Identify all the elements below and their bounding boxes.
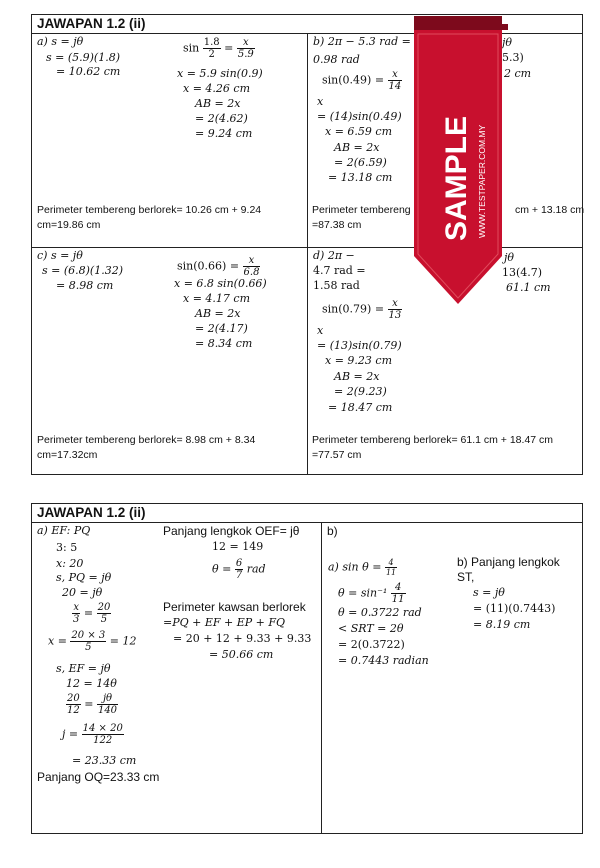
d-r3: AB = 2x bbox=[334, 370, 380, 383]
ba-oq: Panjang OQ=23.33 cm bbox=[37, 770, 160, 784]
c-r3: AB = 2x bbox=[195, 307, 241, 320]
bm-frac: θ = $\frac{6}{7}$ rad bbox=[212, 558, 266, 581]
bb-st4: = (11)(0.7443) bbox=[473, 602, 556, 615]
b-r2: x = 6.59 cm bbox=[325, 125, 392, 138]
a-line1: a) s = jθ bbox=[37, 35, 84, 48]
d-r5: = 18.47 cm bbox=[328, 401, 393, 414]
c-r4: = 2(4.17) bbox=[195, 322, 248, 335]
bm-l5: = 20 + 12 + 9.33 + 9.33 bbox=[173, 632, 312, 645]
ba-frac4: j = $\frac{14 \times 20}{122}$ bbox=[62, 723, 123, 746]
bb-inv: θ = sin⁻¹ $\frac{4}{11}$ bbox=[338, 582, 405, 605]
bm-l2: 12 = 149 bbox=[212, 540, 264, 553]
bb-st3: s = jθ bbox=[473, 586, 505, 599]
a-r3: AB = 2x bbox=[195, 97, 241, 110]
sample-ribbon-watermark bbox=[408, 16, 508, 306]
ba-l3: x: 20 bbox=[56, 557, 84, 570]
d-line1: d) 2π − bbox=[313, 249, 355, 262]
a-sin-equation: sin $\frac{1.8}{2}$ = $\frac{x}{5.9}$ bbox=[183, 37, 254, 60]
bm-l4: =PQ + EF + EP + FQ bbox=[163, 616, 286, 629]
b-r5: = 13.18 cm bbox=[328, 171, 393, 184]
c-r5: = 8.34 cm bbox=[195, 337, 253, 350]
ba-l4: s, PQ = jθ bbox=[56, 571, 112, 584]
table-title: JAWAPAN 1.2 (ii) bbox=[32, 15, 582, 34]
fraction: $\frac{x}{14}$ bbox=[388, 69, 402, 92]
bm-l6: = 50.66 cm bbox=[209, 648, 274, 661]
fraction: $\frac{x}{6.8}$ bbox=[243, 255, 260, 278]
bb-l4: = 0.7443 radian bbox=[338, 654, 429, 667]
bb-st2: ST, bbox=[457, 570, 475, 584]
d-perimeter: Perimeter tembereng berlorek= 61.1 cm + 18.47 cm =77.57 cm bbox=[312, 434, 554, 461]
d-x: x bbox=[317, 324, 324, 337]
b-sin-equation: sin(0.49) = $\frac{x}{14}$ bbox=[322, 69, 402, 92]
bb-head: b) bbox=[327, 524, 338, 538]
d-sin-equation: sin(0.79) = $\frac{x}{13}$ bbox=[322, 298, 402, 321]
b-right2: 5.3) bbox=[502, 51, 524, 64]
c-sin-equation: sin(0.66) = $\frac{x}{6.8}$ bbox=[177, 255, 260, 278]
d-r4: = 2(9.23) bbox=[334, 385, 387, 398]
bb-st1: b) Panjang lengkok bbox=[457, 555, 560, 569]
d-right2: 13(4.7) bbox=[502, 266, 543, 279]
ba-l1: a) EF: PQ bbox=[37, 524, 91, 537]
a-line2: s = (5.9)(1.8) bbox=[46, 51, 121, 64]
table-title: JAWAPAN 1.2 (ii) bbox=[32, 504, 582, 523]
a-r1: x = 5.9 sin(0.9) bbox=[177, 67, 263, 80]
b-r3: AB = 2x bbox=[334, 141, 380, 154]
fraction: $\frac{x}{5.9}$ bbox=[237, 37, 254, 60]
c-r2: x = 4.17 cm bbox=[183, 292, 250, 305]
a-line3: = 10.62 cm bbox=[56, 65, 121, 78]
bm-l3: Perimeter kawsan berlorek bbox=[163, 600, 306, 614]
ba-frac3: $\frac{20}{12}$ = $\frac{j\theta}{140}$ bbox=[67, 693, 118, 716]
d-right1: jθ bbox=[504, 251, 515, 264]
ba-l6: s, EF = jθ bbox=[56, 662, 111, 675]
b-perimeter1: Perimeter tembereng bbox=[312, 204, 411, 216]
ba-frac1: $\frac{x}{3}$ = $\frac{20}{5}$ bbox=[73, 602, 111, 625]
c-line1: c) s = jθ bbox=[37, 249, 83, 262]
a-r2: x = 4.26 cm bbox=[183, 82, 250, 95]
d-r1: = (13)sin(0.79) bbox=[317, 339, 402, 352]
b-line2: 0.98 rad bbox=[313, 53, 360, 66]
c-perimeter: Perimeter tembereng berlorek= 8.98 cm + 8.34 cm=17.32cm bbox=[37, 434, 256, 461]
d-right3: 61.1 cm bbox=[506, 281, 551, 294]
answer-table-bottom bbox=[31, 503, 583, 834]
bm-l1: Panjang lengkok OEF= jθ bbox=[163, 524, 300, 538]
bb-sin: a) sin θ = $\frac{4}{11}$ bbox=[328, 558, 397, 577]
a-perimeter: Perimeter tembereng berlorek= 10.26 cm + 9.24 cm=19.86 cm bbox=[37, 204, 262, 231]
ribbon-fold bbox=[414, 16, 508, 30]
c-line2: s = (6.8)(1.32) bbox=[42, 264, 124, 277]
d-line3: 1.58 rad bbox=[313, 279, 360, 292]
b-right3: 2 cm bbox=[504, 67, 532, 80]
b-x: x bbox=[317, 95, 324, 108]
ba-l8: = 23.33 cm bbox=[72, 754, 137, 767]
fraction: $\frac{1.8}{2}$ bbox=[203, 37, 220, 60]
bb-l1: θ = 0.3722 rad bbox=[338, 606, 422, 619]
sin-label: sin bbox=[183, 41, 200, 55]
column-divider bbox=[321, 522, 322, 833]
a-r4: = 2(4.62) bbox=[195, 112, 248, 125]
ba-l5: 20 = jθ bbox=[62, 586, 103, 599]
bb-st5: = 8.19 cm bbox=[473, 618, 531, 631]
c-line3: = 8.98 cm bbox=[56, 279, 114, 292]
b-right1: jθ bbox=[502, 36, 513, 49]
c-r1: x = 6.8 sin(0.66) bbox=[174, 277, 267, 290]
bb-l2: < SRT = 2θ bbox=[338, 622, 404, 635]
fraction: $\frac{x}{13}$ bbox=[388, 298, 402, 321]
bb-l3: = 2(0.3722) bbox=[338, 638, 405, 651]
d-r2: x = 9.23 cm bbox=[325, 354, 392, 367]
b-perimeter2: cm + 13.18 cm bbox=[515, 204, 585, 216]
a-r5: = 9.24 cm bbox=[195, 127, 253, 140]
ribbon-url-text: WWW.TESTPAPER.COM.MY bbox=[477, 124, 487, 238]
b-r1: = (14)sin(0.49) bbox=[317, 110, 402, 123]
b-line1: b) 2π − 5.3 rad = bbox=[313, 35, 411, 48]
b-perimeter3: =87.38 cm bbox=[312, 219, 362, 231]
column-divider bbox=[307, 33, 308, 474]
ba-l2: 3: 5 bbox=[56, 541, 78, 554]
ba-frac2: x = $\frac{20 \times 3}{5}$ = 12 bbox=[48, 630, 137, 653]
ba-l7: 12 = 14θ bbox=[66, 677, 117, 690]
d-line2: 4.7 rad = bbox=[313, 264, 366, 277]
ribbon-sample-text: SAMPLE bbox=[440, 115, 473, 241]
b-r4: = 2(6.59) bbox=[334, 156, 387, 169]
